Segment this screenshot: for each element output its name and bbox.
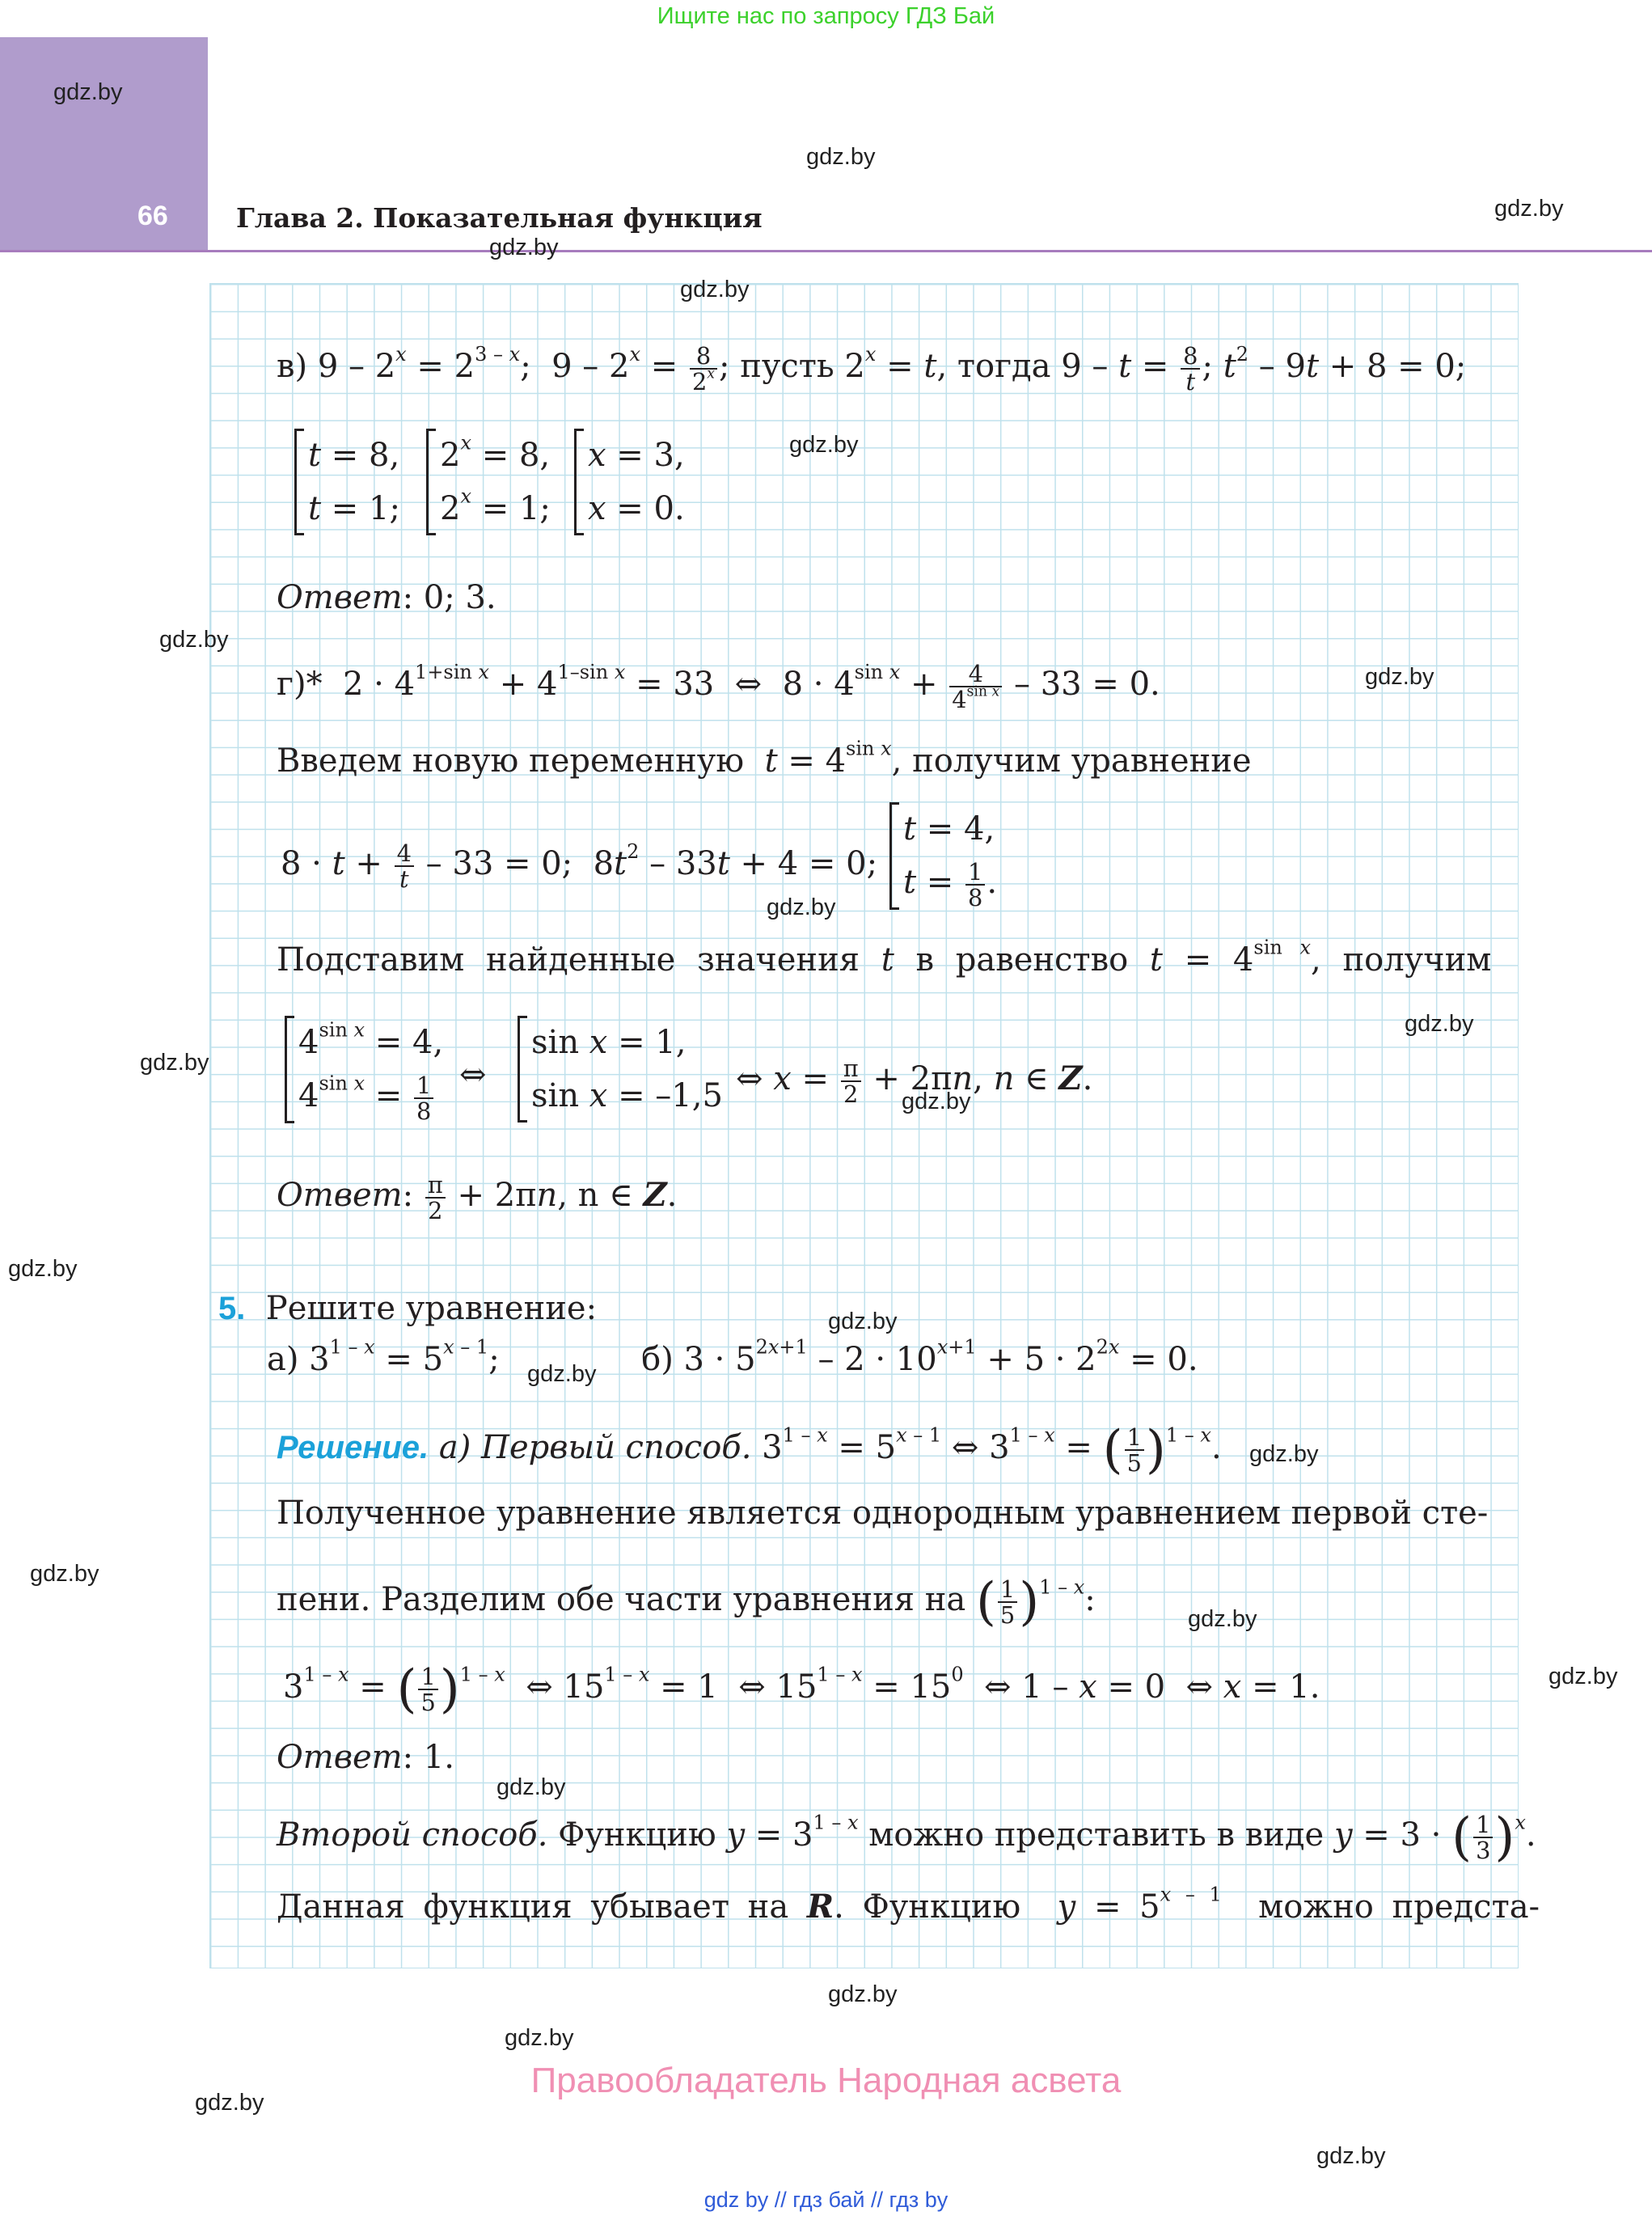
watermark: gdz.by <box>1365 664 1434 690</box>
solution-first-method: Решение. а) Первый способ. $3^{1 - x} = 5^{x - 1}$ ⇔ $3^{1 - x}$ = ( $\frac{1}{5}$ )$^{1 - x}$. <box>277 1420 1222 1480</box>
watermark: gdz.by <box>828 1981 898 2007</box>
task5-header <box>218 1290 597 1327</box>
watermark: gdz.by <box>159 627 229 653</box>
answer-value: : 1. <box>402 1739 454 1776</box>
system-x: x = 3, x = 0. <box>574 429 685 535</box>
task5-equations: а) $3^{1 - x} = 5^{x - 1}$; б) $3 \cdot 5^{2x+1} - 2 \cdot 10^{x+1} + 5 \cdot 2^{2x} = 0$. <box>267 1335 1198 1378</box>
footer-links[interactable]: gdz by // гдз бай // гдз by <box>703 2188 949 2212</box>
equation-solution-chain: $3^{1 - x}$ = ( $\frac{1}{5}$ )$^{1 - x}$ ⇔ $15^{1 - x} = 1$ ⇔ $15^{1 - x} = 15^0$ ⇔ 1 – x = 0 ⇔ x = 1. <box>283 1660 1320 1719</box>
text: Подставим найденные значения <box>277 941 860 979</box>
answer-label: Ответ <box>277 579 403 616</box>
system-t: t = 8, t = 1; <box>294 429 400 535</box>
answer-label: Ответ <box>277 1177 403 1215</box>
method-label: Второй способ. <box>277 1816 548 1854</box>
page-tab <box>0 37 208 252</box>
task-prompt: Решите уравнение: <box>265 1290 598 1327</box>
watermark: gdz.by <box>1548 1664 1618 1689</box>
text-let: ; пусть 2 <box>719 348 865 386</box>
watermark: gdz.by <box>195 2090 264 2116</box>
text-homogeneous-1: Полученное уравнение является однородным уравнением первой сте- <box>277 1495 1489 1532</box>
equation-t-line: 8 · t + $\frac{4}{t}$ – 33 = 0; $8t^2 - 33t + 4 = 0$; <box>281 839 878 894</box>
text: в равенство <box>915 941 1129 979</box>
task-number: 5. <box>218 1291 246 1326</box>
watermark: gdz.by <box>767 894 836 920</box>
system-sin: sin x = 1, sin x = –1,5 <box>518 1016 723 1123</box>
watermark: gdz.by <box>489 235 559 260</box>
watermark: gdz.by <box>1249 1441 1319 1467</box>
system-2x: $2^x = 8$, $2^x = 1$; <box>426 429 551 535</box>
answer-5 <box>277 1739 454 1776</box>
watermark: gdz.by <box>902 1089 971 1114</box>
watermark: gdz.by <box>1494 196 1564 222</box>
answer-g: Ответ: $\frac{\pi}{2}$ + 2πn, n ∈ Z. <box>277 1171 678 1225</box>
watermark: gdz.by <box>8 1256 78 1282</box>
text-substitute: Подставим найденные значения t в равенство $t = 4^{sin x}$, получим <box>277 936 1492 979</box>
solution-label: Решение. <box>277 1430 429 1465</box>
watermark: gdz.by <box>828 1309 898 1334</box>
answer-v <box>277 579 496 616</box>
text: можно представить в виде <box>868 1816 1325 1854</box>
answer-value: : 0; 3. <box>402 579 496 616</box>
equation-x-solution: ⇔ x = $\frac{\pi}{2}$ + 2πn, n ∈ Z. <box>736 1055 1093 1109</box>
header-rule <box>0 250 1652 252</box>
watermark: gdz.by <box>30 1561 99 1587</box>
text-new-variable: Введем новую переменную $t = 4^{sin x}$, получим уравнение <box>277 737 1252 780</box>
text: , получим уравнение <box>891 742 1252 780</box>
watermark: gdz.by <box>789 432 859 458</box>
equation-g-line: г)* $2 \cdot 4^{1+sin x} + 4^{1-sin x} = 33$ ⇔ $8 \cdot 4^{sin x}$ + $\frac{4}{4^{sin x}}$ – 33 = 0. <box>277 660 1160 714</box>
watermark: gdz.by <box>505 2025 574 2051</box>
watermark: gdz.by <box>1405 1011 1474 1037</box>
text-then: , тогда 9 – <box>936 348 1109 386</box>
page-number: 66 <box>137 201 168 231</box>
text-homogeneous-2: пени. Разделим обе части уравнения на ( $\frac{1}{5}$ )$^{1 - x}$: <box>277 1572 1096 1632</box>
text: можно предста- <box>1258 1888 1540 1926</box>
text-decreasing: Данная функция убывает на R. Функцию $y = 5^{x - 1}$ можно предста- <box>277 1883 1540 1926</box>
watermark: gdz.by <box>1316 2143 1386 2169</box>
item-label: б) <box>641 1341 674 1378</box>
watermark: gdz.by <box>496 1774 566 1800</box>
system-4sin: $4^{sin x} = 4$, $4^{sin x}$ = $\frac{1}{8}$ <box>285 1016 443 1123</box>
equiv-sign: ⇔ <box>459 1056 487 1093</box>
text: Функцию <box>547 1816 716 1854</box>
system-t-roots: t = 4, t = $\frac{1}{8}$ . <box>889 802 997 910</box>
text-second-method: Второй способ. Функцию $y = 3^{1 - x}$ можно представить в виде y = 3 · ( $\frac{1}{3}$ )$^x$. <box>277 1808 1536 1867</box>
watermark: gdz.by <box>1188 1606 1257 1632</box>
answer-value: n ∈ <box>577 1177 633 1215</box>
watermark: gdz.by <box>140 1050 209 1076</box>
watermark: gdz.by <box>527 1361 597 1387</box>
top-banner[interactable]: Ищите нас по запросу ГДЗ Бай <box>657 3 995 29</box>
watermark: gdz.by <box>806 144 876 170</box>
text: , получим <box>1311 941 1492 979</box>
item-label: г)* <box>277 666 323 704</box>
equation-v-line: в) $9 - 2^x = 2^{3 - x}$; $9 - 2^x$ = $\frac{8}{2^x}$ ; пусть $2^x = t$, тогда 9 – t = $\frac{8}{t}$ ; $t^2 - 9t + 8 = 0$; <box>277 342 1467 396</box>
text: Введем новую переменную <box>277 742 745 780</box>
watermark: gdz.by <box>680 277 750 302</box>
answer-label: Ответ <box>277 1739 403 1776</box>
text: . Функцию <box>834 1888 1021 1926</box>
chapter-title: Глава 2. Показательная функция <box>236 202 763 234</box>
text: пени. Разделим обе части уравнения на <box>277 1581 966 1618</box>
text: Данная функция убывает на <box>277 1888 789 1926</box>
method-label: а) Первый способ. <box>438 1429 752 1466</box>
item-label: а) <box>267 1341 299 1378</box>
copyright-notice: Правообладатель Народная асвета <box>530 2061 1122 2100</box>
item-label: в) <box>277 348 308 386</box>
watermark: gdz.by <box>53 79 123 105</box>
